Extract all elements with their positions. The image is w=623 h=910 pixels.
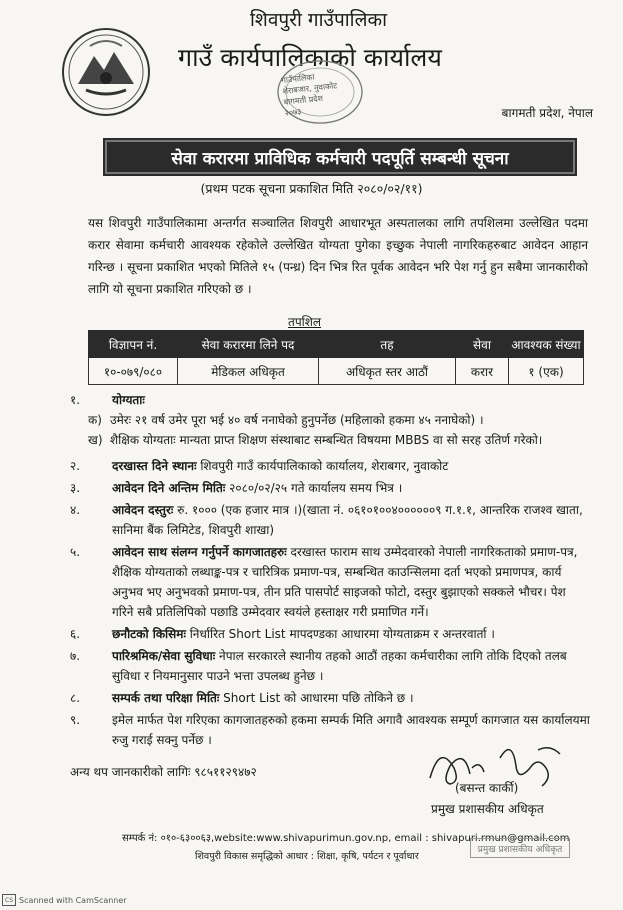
col-post: सेवा करारमा लिने पद [178,331,319,358]
table-caption: तपशिल [288,315,322,329]
col-count: आवश्यक संख्या [509,331,584,358]
contact-info: अन्य थप जानकारीको लागिः ९८५११२९४७२ [70,765,257,779]
qualification-age: क) उमेरः २१ वर्ष उमेर पूरा भई ४० वर्ष ननाघेको हुनुपर्नेछ (महिलाको हकमा ४५ ननाघेको) । [88,413,484,427]
list-item: ८. सम्पर्क तथा परिक्षा मितिः Short List को आधारमा पछि तोकिने छ । [70,691,414,705]
qualification-education: ख) शैक्षिक योग्यताः मान्यता प्राप्त शिक्षण संस्थाबाट सम्बन्धित विषयमा MBBS वा सो सरह उतिर्ण गरेको। [88,433,543,447]
list-item: ९. इमेल मार्फत पेश गरिएका कागजातहरुको हकमा सम्पर्क मिति अगावै आवश्यक सम्पूर्ण कागजात यस कार्यालयमा रुजु गराई सक्नु पर्नेछ । [70,713,590,747]
government-emblem [60,26,152,118]
list-item: ५. आवेदन साथ संलग्न गर्नुपर्ने कागजातहरुः दरखास्त फाराम साथ उम्मेदवारको नेपाली नागरिकताको प्रमाण-पत्र, शैक्षिक योग्यताको लब्धाङ्क-पत्र र चारित्रिक प्रमाण-पत्र, सम्बन्धित काउन्सिलमा दर्ता भएको प्रमाणपत्र, कार्य अनुभव भए अनुभवको प्रमाण-पत्र, तीन प्रति पासपोर्ट साइजको फोटो, दस्तुर बुझाएको सक्कले भौचर। पेश गरिने सबै प्रतिलिपिको पछाडि उम्मेदवार स्वयंले हस्ताक्षर गरी प्रमाणित गर्ने। [70,545,578,619]
office-stamp-text: गाउँपालिका शेराबजार, नुवाकोट बागमती प्रदेश २०७३ [280,72,338,118]
col-ad-number: विज्ञापन नं. [89,331,178,358]
notice-title: सेवा करारमा प्राविधिक कर्मचारी पदपूर्ति सम्बन्धी सूचना [105,140,575,174]
requirements-list [70,390,590,750]
footer-stamp: प्रमुख प्रशासकीय अधिकृत [470,838,570,858]
list-item: ३. आवेदन दिने अन्तिम मितिः २०८०/०२/२५ गते कार्यालय समय भित्र । [70,481,403,495]
cell-level: अधिकृत स्तर आठौं [319,358,456,385]
list-item: १. योग्यताः [70,393,145,407]
cell-ad-number: १०-०७९/०८० [89,358,178,385]
signatory-post: प्रमुख प्रशासकीय अधिकृत [431,802,544,816]
province-label: बागमती प्रदेश, नेपाल [501,106,593,120]
notice-intro: यस शिवपुरी गाउँपालिकामा अन्तर्गत सञ्चालित शिवपुरी आधारभूत अस्पतालका लागि तपशिलमा उल्लेखित पदमा करार सेवामा कर्मचारी आवश्यक रहेकोले उल्लेखित योग्यता पुगेका इच्छुक नेपाली नागरिकहरुबाट आवेदन आहान गरिन्छ । सूचना प्रकाशित भएको मितिले १५ (पन्ध्र) दिन भित्र रित पूर्वक आवेदन भरि पेश गर्नु हुन सबैमा जानकारीको लागि यो सूचना प्रकाशित गरिएको छ । [88,216,588,296]
footer-slogan: शिवपुरी विकास समृद्धिको आधार : शिक्षा, कृषि, पर्यटन र पूर्वाधार [195,851,419,862]
notice-subtitle: (प्रथम पटक सूचना प्रकाशित मिति २०८०/०२/११) [200,181,423,196]
list-item: ४. आवेदन दस्तुरः रु. १००० (एक हजार मात्र ।)(खाता नं. ०६१०१००४००००००९ ग.१.१, आन्तरिक राजश्व खाता, सानिमा बैंक लिमिटेड, शिवपुरी शाखा) [70,503,583,537]
col-level: तह [319,331,456,358]
list-item: ६. छनौटको किसिमः निर्धारित Short List मापदण्डका आधारमा योग्यताक्रम र अन्तरवार्ता । [70,627,495,641]
list-item: ७. पारिश्रमिक/सेवा सुविधाः नेपाल सरकारले स्थानीय तहको आठौं तहका कर्मचारीका लागि तोकि दिएको तलब सुविधा र नियमानुसार पाउने भत्ता उपलब्ध हुनेछ । [70,649,567,683]
cell-service: करार [456,358,509,385]
camscanner-icon: CS [2,894,16,906]
footer-contact: सम्पर्क नं: ०१०-६३००६३,website:www.shivapurimun.gov.np, email : shivapuri.rmun@gmail.com [122,833,570,844]
municipality-name: शिवपुरी गाउँपालिका [250,9,387,31]
table-row [89,358,584,385]
vacancy-table [88,330,584,385]
cell-count: १ (एक) [509,358,584,385]
office-name: गाउँ कार्यपालिकाको कार्यालय [178,43,442,72]
signatory-name: (बसन्त कार्की) [455,781,519,795]
scanner-watermark: CS Scanned with CamScanner [2,894,127,906]
col-service: सेवा [456,331,509,358]
cell-post: मेडिकल अधिकृत [178,358,319,385]
list-item: २. दरखास्त दिने स्थानः शिवपुरी गाउँ कार्यपालिकाको कार्यालय, शेराबगर, नुवाकोट [70,459,449,473]
